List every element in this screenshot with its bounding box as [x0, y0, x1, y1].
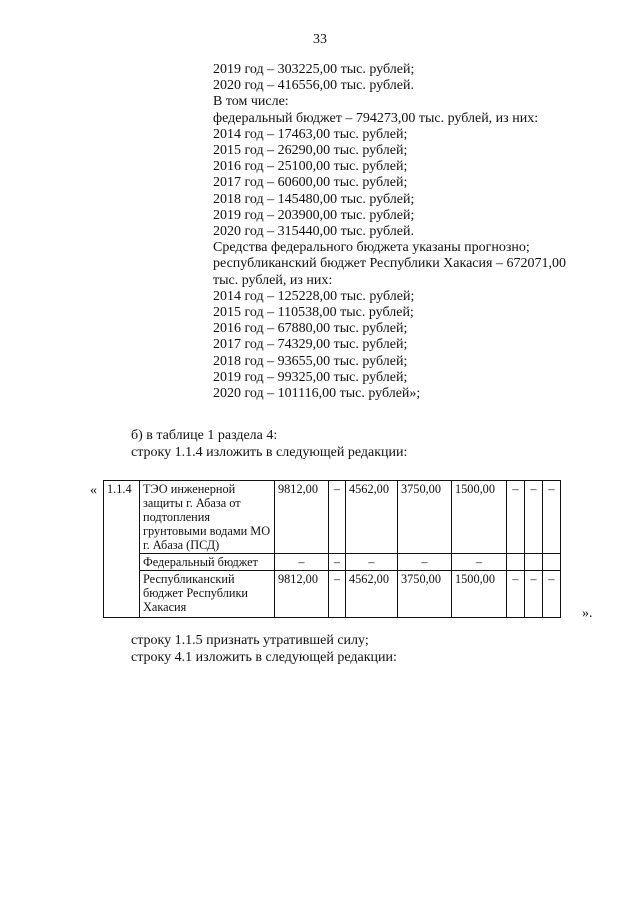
table-row [104, 554, 561, 571]
text-line: 2016 год – 67880,00 тыс. рублей; [213, 321, 408, 337]
quote-open: « [90, 483, 97, 498]
table-cell: – [398, 554, 452, 571]
table-cell: 3750,00 [398, 481, 452, 554]
section-b [131, 428, 407, 461]
table-cell: Республиканский бюджет Республики Хакасия [140, 571, 275, 618]
table-cell: ТЭО инженерной защиты г. Абаза от подтопления грунтовыми водами МО г. Абаза (ПСД) [140, 481, 275, 554]
text-line: 2019 год – 203900,00 тыс. рублей; [213, 207, 415, 223]
text-line: 2018 год – 93655,00 тыс. рублей; [213, 353, 408, 369]
table-cell: – [346, 554, 398, 571]
text-line: 2014 год – 125228,00 тыс. рублей; [213, 288, 415, 304]
table-cell: – [275, 554, 329, 571]
table-cell: 9812,00 [275, 571, 329, 618]
text-line: 2017 год – 60600,00 тыс. рублей; [213, 175, 408, 191]
text-line: федеральный бюджет – 794273,00 тыс. рублей, из них: [213, 110, 539, 126]
table-cell: 3750,00 [398, 571, 452, 618]
table-cell [507, 554, 525, 571]
text-line: 2020 год – 315440,00 тыс. рублей. [213, 224, 414, 240]
text-line: 2017 год – 74329,00 тыс. рублей; [213, 337, 408, 353]
text-line: 2020 год – 416556,00 тыс. рублей. [213, 78, 414, 94]
table-row [104, 571, 561, 618]
table-cell: – [329, 571, 346, 618]
table-cell: 1500,00 [452, 571, 507, 618]
table-cell: – [452, 554, 507, 571]
table-cell: 9812,00 [275, 481, 329, 554]
table-row [104, 481, 561, 554]
table-cell: – [507, 481, 525, 554]
table-cell [543, 554, 561, 571]
table-cell: – [543, 481, 561, 554]
text-line: б) в таблице 1 раздела 4: [131, 428, 278, 443]
row-number-cell: 1.1.4 [104, 481, 140, 618]
page-number: 33 [313, 32, 327, 47]
text-line: В том числе: [213, 94, 289, 110]
text-line: республиканский бюджет Республики Хакасия – 672071,00 тыс. рублей, из них: [213, 256, 566, 288]
text-line: 2019 год – 99325,00 тыс. рублей; [213, 369, 408, 385]
table-cell: 1500,00 [452, 481, 507, 554]
table-cell: Федеральный бюджет [140, 554, 275, 571]
section-c [131, 633, 397, 666]
table-cell: – [525, 571, 543, 618]
text-line: 2014 год – 17463,00 тыс. рублей; [213, 126, 408, 142]
text-line: 2018 год – 145480,00 тыс. рублей; [213, 191, 415, 207]
table-cell: 4562,00 [346, 481, 398, 554]
funding-text [213, 62, 593, 402]
table-cell: 4562,00 [346, 571, 398, 618]
text-line: строку 1.1.4 изложить в следующей редакции: [131, 444, 408, 460]
text-line: 2016 год – 25100,00 тыс. рублей; [213, 159, 408, 175]
text-line: Средства федерального бюджета указаны прогнозно; [213, 240, 530, 256]
text-line: 2020 год – 101116,00 тыс. рублей»; [213, 386, 421, 402]
table-cell: – [543, 571, 561, 618]
table-cell [525, 554, 543, 571]
text-line: строку 1.1.5 признать утратившей силу; [131, 633, 369, 648]
text-line: 2015 год – 26290,00 тыс. рублей; [213, 143, 408, 159]
table-cell: – [507, 571, 525, 618]
table-cell: – [329, 481, 346, 554]
text-line: 2015 год – 110538,00 тыс. рублей; [213, 305, 414, 321]
text-line: 2019 год – 303225,00 тыс. рублей; [213, 62, 415, 77]
table-cell: – [329, 554, 346, 571]
quote-close: ». [582, 606, 593, 621]
table-cell: – [525, 481, 543, 554]
amendment-table [103, 480, 561, 618]
text-line: строку 4.1 изложить в следующей редакции: [131, 649, 397, 665]
